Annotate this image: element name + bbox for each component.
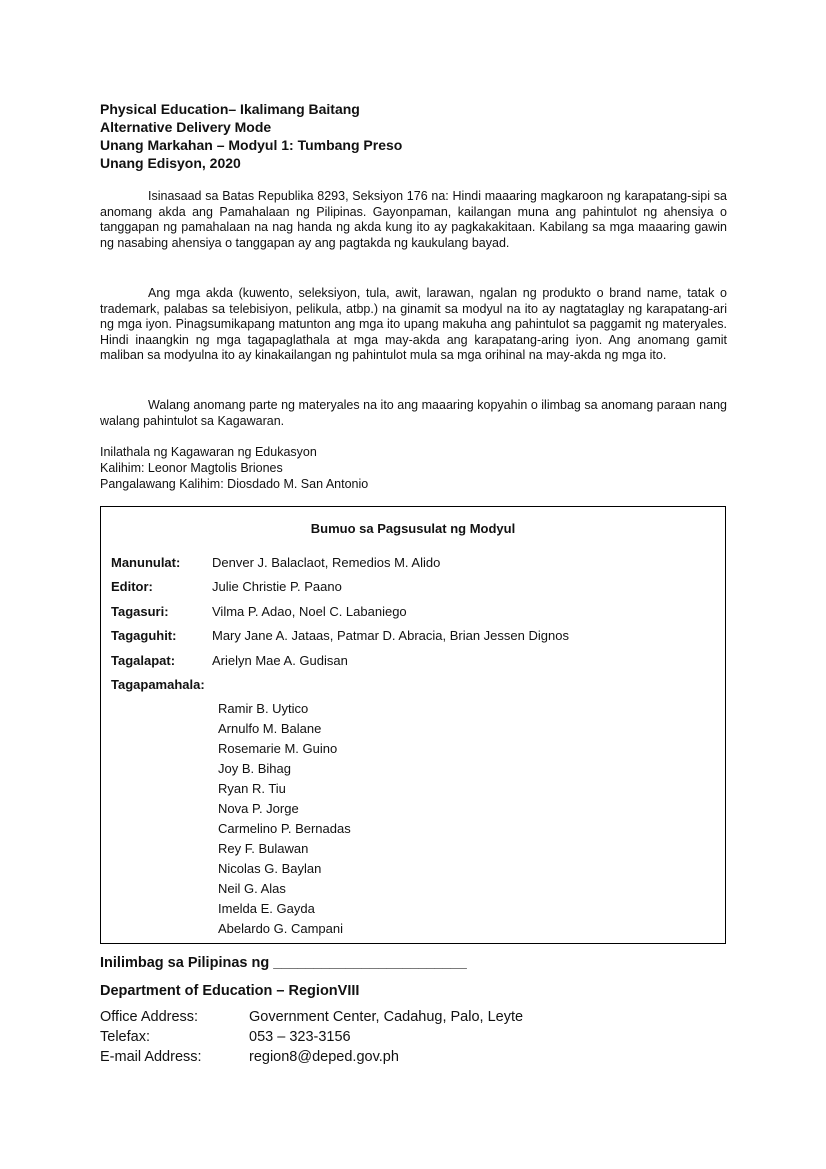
credit-role: Tagalapat: bbox=[111, 653, 176, 668]
materials-paragraph: Ang mga akda (kuwento, seleksiyon, tula, awit, larawan, ngalan ng produkto o brand name, tatak o trademark, palabas sa telebisiyon, pelikula, atbp.) na ginamit sa modyul na ito ay nagtataglay ng karapatang-ari ng mga iyon. Pinagsumikapang matunton ang mga ito upang makuha ang pahintulot sa paggamit ng materyales. Hindi inaangkin ng mga tagapaglathala at mga may-akda ang karapatang-aring iyon. Ang anomang gamit maliban sa modyulna ito ay kinakailangan ng pahintulot mula sa mga orihinal na may-akda ng mga ito. bbox=[100, 286, 727, 363]
contact-value: region8@deped.gov.ph bbox=[249, 1049, 399, 1065]
credit-names: Mary Jane A. Jataas, Patmar D. Abracia, Brian Jessen Dignos bbox=[212, 628, 569, 643]
department-heading: Department of Education – RegionVIII bbox=[100, 983, 360, 999]
contact-label: Telefax: bbox=[100, 1029, 150, 1045]
credit-names: Julie Christie P. Paano bbox=[212, 579, 342, 594]
credit-names: Arielyn Mae A. Gudisan bbox=[212, 653, 348, 668]
reproduction-paragraph: Walang anomang parte ng materyales na ito ang maaaring kopyahin o ilimbag sa anomang paraan nang walang pahintulot sa Kagawaran. bbox=[100, 398, 727, 428]
edition: Unang Edisyon, 2020 bbox=[100, 155, 241, 171]
document-title-block bbox=[100, 100, 402, 172]
module-title: Unang Markahan – Modyul 1: Tumbang Preso bbox=[100, 137, 403, 153]
secretary-line: Kalihim: Leonor Magtolis Briones bbox=[100, 461, 283, 475]
manager-name: Carmelino P. Bernadas bbox=[218, 821, 351, 836]
manager-name: Neil G. Alas bbox=[218, 881, 286, 896]
manager-name: Joy B. Bihag bbox=[218, 761, 291, 776]
credit-names: Vilma P. Adao, Noel C. Labaniego bbox=[212, 604, 407, 619]
contact-value: Government Center, Cadahug, Palo, Leyte bbox=[249, 1009, 524, 1025]
contact-value: 053 – 323-3156 bbox=[249, 1029, 351, 1045]
credits-box bbox=[100, 506, 726, 944]
managers-label: Tagapamahala: bbox=[111, 677, 205, 692]
undersecretary-line: Pangalawang Kalihim: Diosdado M. San Antonio bbox=[100, 477, 369, 491]
credit-role: Manunulat: bbox=[111, 555, 181, 570]
publisher-line: Inilathala ng Kagawaran ng Edukasyon bbox=[100, 445, 317, 459]
credits-title: Bumuo sa Pagsusulat ng Modyul bbox=[310, 521, 516, 536]
contact-label: E-mail Address: bbox=[100, 1049, 202, 1065]
subject-title: Physical Education– Ikalimang Baitang bbox=[100, 101, 360, 117]
contact-label: Office Address: bbox=[100, 1009, 199, 1025]
manager-name: Rey F. Bulawan bbox=[218, 841, 309, 856]
manager-name: Nicolas G. Baylan bbox=[218, 861, 322, 876]
credit-role: Editor: bbox=[111, 579, 153, 594]
manager-name: Arnulfo M. Balane bbox=[218, 721, 322, 736]
manager-name: Ryan R. Tiu bbox=[218, 781, 286, 796]
delivery-mode: Alternative Delivery Mode bbox=[100, 119, 272, 135]
manager-name: Abelardo G. Campani bbox=[218, 921, 344, 936]
contact-telefax bbox=[100, 1029, 700, 1049]
contact-email bbox=[100, 1049, 700, 1069]
credit-names: Denver J. Balaclaot, Remedios M. Alido bbox=[212, 555, 441, 570]
manager-name: Rosemarie M. Guino bbox=[218, 741, 338, 756]
contact-office-address bbox=[100, 1009, 700, 1029]
credit-role: Tagasuri: bbox=[111, 604, 169, 619]
manager-name: Ramir B. Uytico bbox=[218, 701, 309, 716]
copyright-paragraph: Isinasaad sa Batas Republika 8293, Seksiyon 176 na: Hindi maaaring magkaroon ng karapatang-sipi sa anomang akda ang Pamahalaan ng Pilipinas. Gayonpaman, kailangan muna ang pahintulot ng ahensiya o tanggapan ng pamahalaan na nag handa ng akda kung ito ay pagkakakitaan. Kabilang sa mga maaaring gawin ng nasabing ahensiya o tanggapan ay ang pagtakda ng kaukulang bayad. bbox=[100, 189, 727, 250]
managers-list bbox=[218, 699, 351, 939]
printed-in-line: Inilimbag sa Pilipinas ng ________________________ bbox=[100, 955, 467, 971]
manager-name: Nova P. Jorge bbox=[218, 801, 299, 816]
credit-role: Tagaguhit: bbox=[111, 628, 177, 643]
publisher-info bbox=[100, 444, 368, 492]
manager-name: Imelda E. Gayda bbox=[218, 901, 315, 916]
